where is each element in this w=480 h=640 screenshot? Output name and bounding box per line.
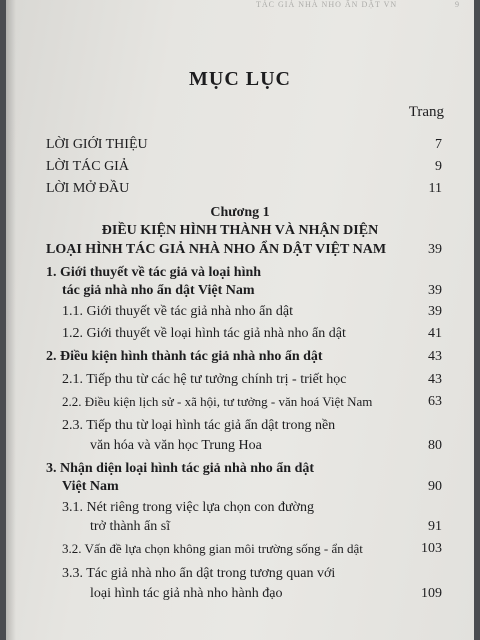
- book-page: [6, 0, 474, 640]
- running-header: [6, 0, 474, 14]
- toc-section-3: [46, 461, 442, 477]
- toc-entry-page: 109: [421, 586, 442, 601]
- toc-entry-page: 9: [435, 159, 442, 174]
- toc-entry-page: 7: [435, 137, 442, 152]
- toc-subsection-3-3: [62, 566, 442, 582]
- toc-entry-page: 39: [428, 242, 442, 257]
- toc-entry-page: 43: [428, 372, 442, 387]
- toc-subsection-2-1: [62, 372, 442, 388]
- running-header-page-number: 9: [455, 0, 460, 9]
- toc-entry-text: loại hình tác giả nhà nho hành đạo: [90, 586, 283, 601]
- toc-entry-page: 103: [421, 541, 442, 556]
- toc-section-1: [46, 265, 442, 281]
- toc-entry-text: 2. Điều kiện hình thành tác giả nhà nho ẩn dật: [46, 349, 323, 364]
- toc-entry-text: LỜI TÁC GIẢ: [46, 159, 129, 174]
- running-header-title: TÁC GIẢ NHÀ NHO ẨN DẬT VN: [256, 0, 398, 9]
- toc-subsection-1-1: [62, 304, 442, 320]
- toc-entry-text: 1.1. Giới thuyết về tác giả nhà nho ẩn dật: [62, 304, 293, 319]
- toc-entry-page: 43: [428, 349, 442, 364]
- chapter-title-line-1: ĐIỀU KIỆN HÌNH THÀNH VÀ NHẬN DIỆN: [101, 223, 379, 238]
- toc-entry-page: 39: [428, 283, 442, 298]
- toc-entry-text: 1. Giới thuyết về tác giả và loại hình: [46, 265, 262, 280]
- toc-entry-page: 91: [428, 519, 442, 534]
- toc-subsection-2-3-cont: [90, 438, 442, 454]
- toc-entry-front-2: [46, 159, 442, 175]
- toc-entry-text: Việt Nam: [62, 479, 119, 494]
- toc-entry-text: 2.2. Điều kiện lịch sử - xã hội, tư tưởng - văn hoá Việt Nam: [62, 394, 373, 409]
- toc-entry-text: 3.1. Nét riêng trong việc lựa chọn con đường: [62, 500, 314, 515]
- toc-subsection-3-1-cont: [90, 519, 442, 535]
- toc-entry-page: 39: [428, 304, 442, 319]
- toc-entry-text: 2.1. Tiếp thu từ các hệ tư tưởng chính trị - triết học: [62, 372, 347, 387]
- toc-entry-text: trở thành ẩn sĩ: [90, 519, 171, 534]
- toc-entry-text: 3. Nhận diện loại hình tác giả nhà nho ẩn dật: [46, 461, 315, 476]
- toc-entry-page: 41: [428, 326, 442, 341]
- toc-entry-page: 63: [428, 394, 442, 409]
- toc-subsection-1-2: [62, 326, 442, 342]
- toc-entry-front-3: [46, 181, 442, 197]
- chapter-label: Chương 1: [210, 205, 270, 220]
- toc-section-3-cont: [62, 479, 442, 495]
- toc-entry-text: 3.2. Vấn đề lựa chọn không gian môi trường sống - ẩn dật: [62, 541, 363, 556]
- chapter-title-line-2: LOẠI HÌNH TÁC GIẢ NHÀ NHO ẨN DẬT VIỆT NAM: [46, 242, 387, 257]
- toc-entry-page: 11: [428, 181, 442, 196]
- toc-entry-text: LỜI GIỚI THIỆU: [46, 137, 148, 152]
- page-column-label: Trang: [408, 104, 444, 120]
- toc-subsection-3-1: [62, 500, 442, 516]
- toc-entry-page: 80: [428, 438, 442, 453]
- toc-subsection-2-2: [62, 394, 442, 410]
- page-spine-shadow: [6, 0, 16, 640]
- page-title: MỤC LỤC: [189, 68, 291, 90]
- toc-entry-page: 90: [428, 479, 442, 494]
- toc-entry-text: 3.3. Tác giả nhà nho ẩn dật trong tương quan với: [62, 566, 336, 581]
- toc-section-1-cont: [62, 283, 442, 299]
- toc-entry-front-1: [46, 137, 442, 153]
- toc-entry-text: LỜI MỞ ĐẦU: [46, 181, 130, 196]
- toc-entry-text: 2.3. Tiếp thu từ loại hình tác giả ẩn dật trong nền: [62, 418, 336, 433]
- toc-entry-text: tác giả nhà nho ẩn dật Việt Nam: [62, 283, 255, 298]
- chapter-title-line-2-row: [46, 242, 442, 258]
- toc-subsection-3-2: [62, 541, 442, 557]
- toc-entry-text: 1.2. Giới thuyết về loại hình tác giả nhà nho ẩn dật: [62, 326, 346, 341]
- toc-subsection-3-3-cont: [90, 586, 442, 602]
- toc-section-2: [46, 349, 442, 365]
- toc-entry-text: văn hóa và văn học Trung Hoa: [90, 438, 262, 453]
- toc-subsection-2-3: [62, 418, 442, 434]
